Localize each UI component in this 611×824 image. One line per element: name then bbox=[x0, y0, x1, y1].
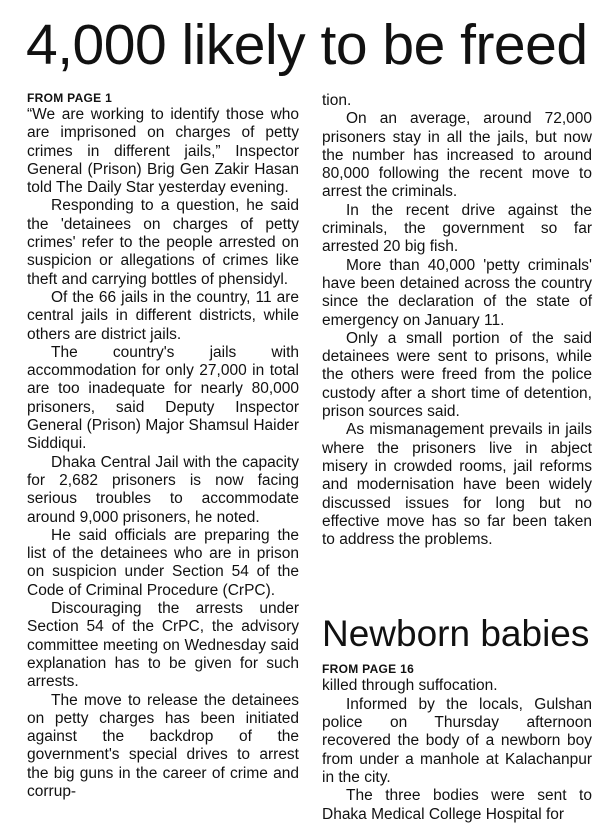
story1-left-column bbox=[27, 90, 299, 801]
story1-paragraph-12: More than 40,000 'petty criminals' have been detained across the country since the declaration of the state of emergency on January 11. bbox=[322, 256, 592, 329]
story1-paragraph-13: Only a small portion of the said detainees were sent to prisons, while the others were freed from the police custody after a short time of detention, prison sources said. bbox=[322, 329, 592, 421]
story1-paragraph-6: He said officials are preparing the list of the detainees who are in prison on suspicion under Section 54 of the Code of Criminal Procedure (CrPC). bbox=[27, 526, 299, 599]
story2-paragraph-2: Informed by the locals, Gulshan police on Thursday afternoon recovered the body of a newborn boy from under a manhole at Kalachanpur in the city. bbox=[322, 695, 592, 786]
story1-paragraph-9: tion. bbox=[322, 92, 352, 109]
story1-paragraph-8: The move to release the detainees on petty charges has been initiated against the backdrop of the government's special drives to arrest the big guns in the career of crime and corrup- bbox=[27, 691, 299, 800]
story2-kicker: FROM PAGE 16 bbox=[322, 662, 415, 677]
story2-paragraph-1: killed through suffocation. bbox=[322, 677, 498, 695]
story2-headline: Newborn babies bbox=[322, 613, 590, 655]
story2-paragraph-3: The three bodies were sent to Dhaka Medical College Hospital for bbox=[322, 787, 592, 823]
story1-paragraph-7: Discouraging the arrests under Section 54 of the CrPC, the advisory committee meeting on Wednesday said explanation has to be given for such arrests. bbox=[27, 600, 299, 691]
story1-paragraph-4: The country's jails with accommodation for only 27,000 in total are too inadequate for nearly 80,000 prisoners, said Deputy Inspector General (Prison) Major Shamsul Haider Siddiqui. bbox=[27, 343, 299, 453]
story1-paragraph-5: Dhaka Central Jail with the capacity for 2,682 prisoners is now facing serious troubles to accommodate around 9,000 prisoners, he noted. bbox=[27, 453, 299, 526]
right-column bbox=[322, 92, 592, 824]
story1-headline: 4,000 likely to be freed bbox=[26, 13, 588, 77]
story1-paragraph-11: In the recent drive against the criminals, the government so far arrested 20 big fish. bbox=[322, 201, 592, 256]
story1-paragraph-1: “We are working to identify those who are imprisoned on charges of petty crimes in different jails,” Inspector General (Prison) Brig Gen Zakir Hasan told The Daily Star yesterday evening. bbox=[27, 106, 299, 197]
story1-kicker: FROM PAGE 1 bbox=[27, 91, 113, 105]
story1-paragraph-2: Responding to a question, he said the 'detainees on charges of petty crimes' refer to the people arrested on suspicion or allegations of crimes like theft and carrying bottles of phensidyl. bbox=[27, 197, 299, 288]
story1-paragraph-3: Of the 66 jails in the country, 11 are central jails in different districts, while others are district jails. bbox=[27, 288, 299, 343]
story1-paragraph-10: On an average, around 72,000 prisoners stay in all the jails, but now the number has increased to around 80,000 following the recent move to arrest the criminals. bbox=[322, 110, 592, 201]
story1-paragraph-14: As mismanagement prevails in jails where the prisoners live in abject misery in crowded rooms, jail reforms and modernisation have been widely discussed issues for long but no effective move has so far been taken to address the problems. bbox=[322, 421, 592, 549]
